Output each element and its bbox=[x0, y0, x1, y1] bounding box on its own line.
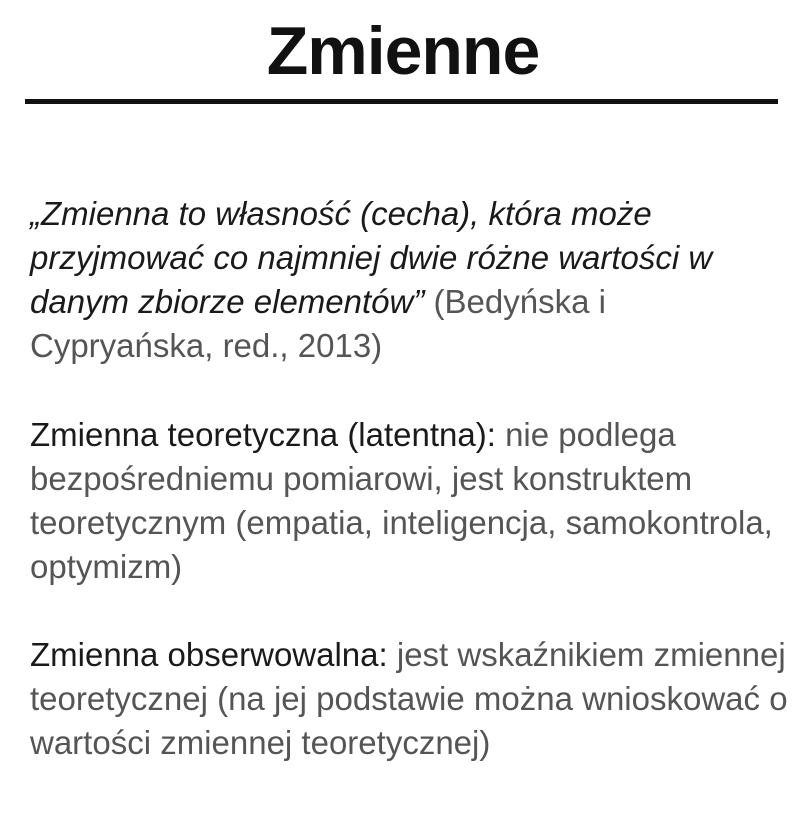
observable-variable-description: jest wskaźnikiem zmiennej teoretycznej (na jej podstawie można wnioskować o wartości zmiennej teoretycznej) bbox=[30, 636, 788, 761]
title-divider bbox=[25, 99, 778, 104]
theoretical-variable-description: nie podlega bezpośredniemu pomiarowi, jest konstruktem teoretycznym (empatia, inteligencja, samokontrola, optymizm) bbox=[30, 416, 773, 585]
theoretical-variable-term: Zmienna teoretyczna (latentna): bbox=[30, 416, 496, 453]
observable-variable-term: Zmienna obserwowalna: bbox=[30, 636, 388, 673]
definition-paragraph bbox=[30, 192, 790, 368]
slide-title: Zmienne bbox=[266, 13, 540, 89]
theoretical-variable-paragraph bbox=[30, 413, 790, 589]
observable-variable-paragraph bbox=[30, 633, 790, 765]
definition-quote: „Zmienna to własność (cecha), która może przyjmować co najmniej dwie różne wartości w danym zbiorze elementów” bbox=[30, 195, 713, 320]
definition-source: (Bedyńska i Cypryańska, red., 2013) bbox=[30, 283, 606, 364]
